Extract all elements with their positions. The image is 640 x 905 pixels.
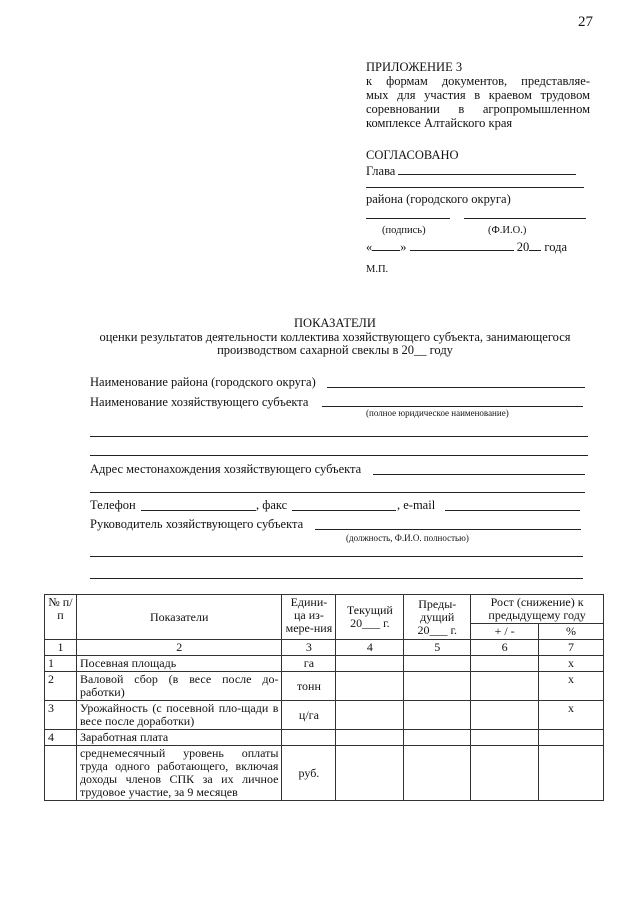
phone-label-row [90, 498, 136, 513]
row-num: 4 [45, 730, 77, 746]
row-diff-cell[interactable] [471, 701, 539, 730]
header-unit: Едини-ца из-мере-ния [282, 595, 336, 640]
row-num: 1 [45, 656, 77, 672]
row-unit: га [282, 656, 336, 672]
appendix-heading: ПРИЛОЖЕНИЕ 3 [366, 60, 463, 74]
header-num: № п/п [45, 595, 77, 640]
row-previous-cell[interactable] [404, 730, 471, 746]
appendix-block [366, 60, 590, 130]
row-indicator: Посевная площадь [76, 656, 282, 672]
date-open: « [366, 240, 373, 254]
col-number: 3 [282, 640, 336, 656]
district-field[interactable] [327, 387, 585, 388]
head-field[interactable] [398, 163, 576, 175]
table-row [45, 730, 604, 746]
head-field-line2[interactable] [366, 187, 584, 188]
row-num [45, 746, 77, 801]
row-indicator: среднемесячный уровень оплаты труда одного работающего, включая доходы членов СПК за их личное трудовое участие, за 9 месяцев [76, 746, 282, 801]
year-field[interactable] [529, 239, 541, 251]
row-num: 2 [45, 672, 77, 701]
row-current-cell[interactable] [336, 656, 404, 672]
appendix-line: к формам документов, представляе- [366, 74, 590, 88]
district-label: района (городского округа) [366, 192, 511, 206]
phone-field[interactable] [141, 510, 256, 511]
row-current-cell[interactable] [336, 746, 404, 801]
row-previous-cell[interactable] [404, 656, 471, 672]
signature-label: (подпись) [382, 225, 426, 236]
entity-label-row: Наименование хозяйствующего субъекта [90, 395, 309, 409]
month-field[interactable] [410, 239, 514, 251]
doc-subtitle-line1: оценки результатов деятельности коллектива хозяйствующего субъекта, занимающегося [99, 330, 571, 344]
header-percent: % [539, 624, 604, 640]
row-percent: х [539, 656, 604, 672]
row-percent: х [539, 701, 604, 730]
name-label: (Ф.И.О.) [488, 225, 527, 236]
column-number-row [45, 640, 604, 656]
head-label: Глава [366, 164, 396, 178]
header-indicator: Показатели [76, 595, 282, 640]
head-label-row: Руководитель хозяйствующего субъекта [90, 517, 304, 531]
fax-label: , факс [256, 498, 288, 512]
row-unit: тонн [282, 672, 336, 701]
doc-subtitle-line2: производством сахарной свеклы в 20__ году [217, 343, 453, 357]
approval-heading: СОГЛАСОВАНО [366, 148, 459, 162]
stamp-label: М.П. [366, 264, 389, 275]
row-percent [539, 746, 604, 801]
row-current-cell[interactable] [336, 701, 404, 730]
entity-hint: (полное юридическое наименование) [366, 408, 509, 418]
district-label-row: Наименование района (городского округа) [90, 375, 316, 389]
approval-block [366, 148, 590, 277]
phone-label: Телефон [90, 498, 136, 512]
year-prefix: 20 [516, 240, 530, 254]
appendix-line: комплексе Алтайского края [366, 116, 513, 130]
table-row [45, 746, 604, 801]
header-current: Текущий 20___ г. [336, 595, 404, 640]
fax-field[interactable] [292, 510, 396, 511]
head-name-field-line2[interactable] [90, 556, 583, 557]
row-previous-cell[interactable] [404, 672, 471, 701]
col-number: 4 [336, 640, 404, 656]
row-percent: х [539, 672, 604, 701]
table-row [45, 656, 604, 672]
col-number: 5 [404, 640, 471, 656]
row-num: 3 [45, 701, 77, 730]
head-name-field[interactable] [315, 529, 581, 530]
row-previous-cell[interactable] [404, 746, 471, 801]
address-field-line2[interactable] [90, 492, 585, 493]
col-number: 2 [76, 640, 282, 656]
appendix-line: мых для участия в краевом трудовом [366, 88, 590, 102]
appendix-line: соревновании в агропромышленном [366, 102, 590, 116]
row-unit: руб. [282, 746, 336, 801]
header-growth: Рост (снижение) к предыдущему году [471, 595, 604, 624]
row-unit [282, 730, 336, 746]
date-close: » [400, 240, 407, 254]
table-row [45, 672, 604, 701]
indicators-table [44, 594, 604, 801]
day-field[interactable] [372, 239, 400, 251]
email-label: , e-mail [397, 498, 436, 512]
col-number: 1 [45, 640, 77, 656]
row-percent [539, 730, 604, 746]
head-hint: (должность, Ф.И.О. полностью) [346, 533, 469, 543]
row-previous-cell[interactable] [404, 701, 471, 730]
row-indicator: Валовой сбор (в весе после до-работки) [76, 672, 282, 701]
row-indicator: Заработная плата [76, 730, 282, 746]
table-row [45, 701, 604, 730]
row-diff-cell[interactable] [471, 746, 539, 801]
entity-field-line3[interactable] [90, 455, 588, 456]
doc-title: ПОКАЗАТЕЛИ [294, 316, 376, 330]
row-diff-cell[interactable] [471, 656, 539, 672]
entity-field-line2[interactable] [90, 436, 588, 437]
year-suffix: года [544, 240, 567, 254]
row-current-cell[interactable] [336, 730, 404, 746]
address-field[interactable] [373, 474, 585, 475]
row-indicator: Урожайность (с посевной пло-щади в весе после доработки) [76, 701, 282, 730]
name-field[interactable] [464, 218, 586, 219]
address-label-row: Адрес местонахождения хозяйствующего субъекта [90, 462, 362, 476]
header-plusminus: + / - [471, 624, 539, 640]
header-previous: Преды-дущий 20___ г. [404, 595, 471, 640]
row-diff-cell[interactable] [471, 730, 539, 746]
signature-field[interactable] [366, 218, 450, 219]
col-number: 6 [471, 640, 539, 656]
entity-field[interactable] [322, 406, 583, 407]
page-number: 27 [578, 14, 593, 30]
row-unit: ц/га [282, 701, 336, 730]
head-name-field-line3[interactable] [90, 578, 583, 579]
row-diff-cell[interactable] [471, 672, 539, 701]
email-field[interactable] [445, 510, 580, 511]
row-current-cell[interactable] [336, 672, 404, 701]
col-number: 7 [539, 640, 604, 656]
